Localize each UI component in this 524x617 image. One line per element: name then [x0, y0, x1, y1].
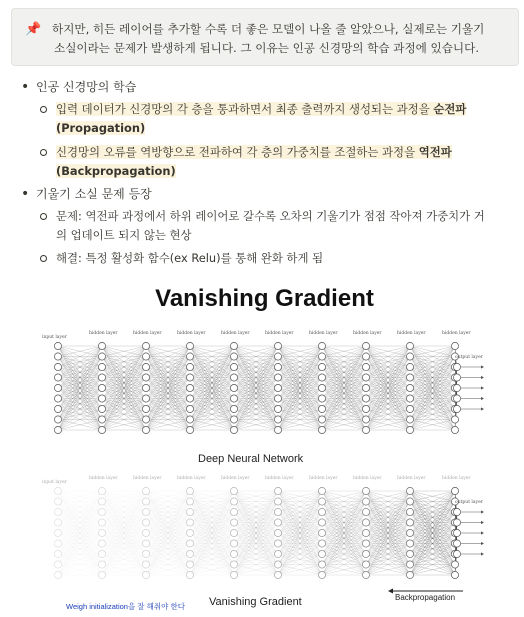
hidden-layer-label: hidden layer [177, 331, 206, 336]
neuron-node [362, 363, 369, 370]
output-layer-label: output layer [455, 500, 483, 505]
hidden-layer-label: hidden layer [177, 476, 206, 481]
neuron-node [406, 550, 413, 557]
neuron-node [230, 487, 237, 494]
output-arrow-head [481, 376, 484, 379]
neuron-node [142, 426, 149, 433]
neuron-node [274, 353, 281, 360]
neuron-node [186, 529, 193, 536]
network-diagram [38, 283, 491, 617]
neuron-node [362, 561, 369, 568]
neuron-node [98, 374, 105, 381]
neuron-node [54, 405, 61, 412]
neuron-node [274, 384, 281, 391]
neuron-node [362, 571, 369, 578]
neuron-node [98, 487, 105, 494]
neuron-node [186, 498, 193, 505]
output-neuron-node [453, 508, 460, 515]
neuron-node [451, 571, 458, 578]
neuron-node [230, 342, 237, 349]
neuron-node [362, 508, 369, 515]
output-neuron-node [453, 550, 460, 557]
neuron-node [318, 405, 325, 412]
neuron-node [274, 540, 281, 547]
neuron-node [318, 363, 325, 370]
sub-item-backpropagation [56, 143, 496, 181]
neuron-node [230, 384, 237, 391]
neuron-node [98, 426, 105, 433]
neuron-node [406, 353, 413, 360]
output-arrow-head [481, 552, 484, 555]
neuron-node [318, 498, 325, 505]
neuron-node [98, 561, 105, 568]
neuron-node [98, 342, 105, 349]
neuron-node [98, 384, 105, 391]
pushpin-icon: 📌 [25, 22, 42, 37]
neuron-node [186, 353, 193, 360]
callout-block [11, 8, 519, 66]
neuron-node [54, 529, 61, 536]
neuron-node [142, 342, 149, 349]
output-arrow-head [481, 531, 484, 534]
neuron-node [406, 571, 413, 578]
neuron-node [406, 363, 413, 370]
neuron-node [274, 405, 281, 412]
neuron-node [186, 405, 193, 412]
sub-item-problem [56, 207, 511, 245]
neuron-node [451, 426, 458, 433]
neuron-node [186, 487, 193, 494]
neuron-node [186, 519, 193, 526]
neuron-node [142, 540, 149, 547]
neuron-node [406, 405, 413, 412]
neuron-node [406, 374, 413, 381]
neuron-node [186, 540, 193, 547]
neuron-node [98, 498, 105, 505]
neuron-node [230, 353, 237, 360]
hidden-layer-label: hidden layer [442, 476, 471, 481]
neuron-node [451, 416, 458, 423]
neuron-node [318, 519, 325, 526]
neuron-node [318, 353, 325, 360]
callout-line-1: 하지만, 히든 레이어를 추가할 수록 더 좋은 모델이 나올 줄 알았으나, 실제로는 기울기 [52, 22, 485, 36]
neuron-node [142, 395, 149, 402]
neuron-node [230, 405, 237, 412]
output-arrow-head [481, 407, 484, 410]
neuron-node [451, 342, 458, 349]
neuron-node [362, 540, 369, 547]
neuron-node [54, 487, 61, 494]
neuron-node [142, 561, 149, 568]
vanishing-gradient-figure [38, 283, 491, 617]
neuron-node [362, 374, 369, 381]
neuron-node [451, 487, 458, 494]
neuron-node [54, 508, 61, 515]
hidden-layer-label: hidden layer [309, 476, 338, 481]
bold-term-propagation: 순전파 [433, 102, 467, 116]
neuron-node [318, 550, 325, 557]
neuron-node [318, 487, 325, 494]
neuron-node [54, 426, 61, 433]
neuron-node [142, 384, 149, 391]
neuron-node [98, 416, 105, 423]
neuron-node [318, 571, 325, 578]
hidden-layer-label: hidden layer [442, 331, 471, 336]
vanishing-network [42, 475, 484, 579]
hidden-layer-label: hidden layer [265, 476, 294, 481]
weight-initialization-note: Weigh initialization을 잘 해줘야 한다 [66, 602, 185, 611]
caption-deep-neural-network: Deep Neural Network [198, 453, 304, 465]
neuron-node [274, 561, 281, 568]
neuron-node [274, 571, 281, 578]
output-arrow-head [481, 397, 484, 400]
callout-line-2: 소실이라는 문제가 발생하게 됩니다. 그 이유는 인공 신경망의 학습 과정에 있습니다. [54, 41, 480, 55]
neuron-node [98, 550, 105, 557]
neuron-node [98, 571, 105, 578]
output-neuron-node [453, 519, 460, 526]
neuron-node [451, 561, 458, 568]
neuron-node [362, 416, 369, 423]
neuron-node [274, 487, 281, 494]
neuron-node [54, 550, 61, 557]
neuron-node [318, 374, 325, 381]
output-neuron-node [453, 405, 460, 412]
neuron-node [186, 342, 193, 349]
neuron-node [54, 353, 61, 360]
hidden-layer-label: hidden layer [221, 331, 250, 336]
neuron-node [142, 363, 149, 370]
neuron-node [186, 508, 193, 515]
neuron-node [318, 426, 325, 433]
backpropagation-label: Backpropagation [395, 593, 456, 602]
neuron-node [406, 508, 413, 515]
output-arrow-head [481, 365, 484, 368]
neuron-node [54, 540, 61, 547]
sub-item-line-1: 해결: 특정 활성화 함수(ex Relu)를 통해 완화 하게 됨 [56, 251, 324, 265]
neuron-node [54, 519, 61, 526]
neuron-node [230, 374, 237, 381]
neuron-node [362, 498, 369, 505]
neuron-node [54, 571, 61, 578]
list-item-learning [36, 78, 136, 96]
list-item-vanishing [36, 185, 152, 203]
neuron-node [406, 384, 413, 391]
neuron-node [406, 519, 413, 526]
deep-network [42, 330, 484, 434]
neuron-node [406, 426, 413, 433]
neuron-node [274, 508, 281, 515]
neuron-node [230, 550, 237, 557]
neuron-node [406, 529, 413, 536]
hidden-layer-label: hidden layer [353, 331, 382, 336]
neuron-node [362, 529, 369, 536]
neuron-node [274, 416, 281, 423]
neuron-node [230, 529, 237, 536]
output-neuron-node [453, 395, 460, 402]
output-arrow-head [481, 521, 484, 524]
neuron-node [362, 353, 369, 360]
hidden-layer-label: hidden layer [397, 476, 426, 481]
sub-item-propagation [56, 100, 496, 138]
output-neuron-node [453, 374, 460, 381]
neuron-node [54, 342, 61, 349]
output-layer-label: output layer [455, 355, 483, 360]
neuron-node [142, 416, 149, 423]
neuron-node [362, 384, 369, 391]
neuron-node [318, 384, 325, 391]
neuron-node [98, 405, 105, 412]
neuron-node [318, 508, 325, 515]
sub-item-line-2: 의 업데이트 되지 않는 현상 [56, 228, 192, 242]
neuron-node [142, 571, 149, 578]
bold-term-backprop: 역전파 [418, 145, 452, 159]
neuron-node [406, 561, 413, 568]
neuron-node [186, 416, 193, 423]
neuron-node [54, 363, 61, 370]
neuron-node [362, 395, 369, 402]
neuron-node [406, 416, 413, 423]
neuron-node [274, 395, 281, 402]
sub-item-text: 신경망의 오류를 역방향으로 전파하여 각 층의 가중치를 조절하는 과정을 [56, 145, 419, 159]
output-neuron-node [453, 384, 460, 391]
neuron-node [362, 426, 369, 433]
neuron-node [318, 416, 325, 423]
neuron-node [98, 519, 105, 526]
neuron-node [142, 374, 149, 381]
hidden-layer-label: hidden layer [89, 331, 118, 336]
sub-item-text: 입력 데이터가 신경망의 각 층을 통과하면서 최종 출력까지 생성되는 과정을 [56, 102, 434, 116]
neuron-node [142, 405, 149, 412]
output-neuron-node [453, 529, 460, 536]
sub-item-line-1: 문제: 역전파 과정에서 하위 레이어로 갈수록 오차의 기울기가 점점 작아져 가중치가 거 [56, 209, 485, 223]
output-neuron-node [453, 540, 460, 547]
neuron-node [406, 540, 413, 547]
neuron-node [54, 498, 61, 505]
hidden-layer-label: hidden layer [353, 476, 382, 481]
neuron-node [142, 487, 149, 494]
neuron-node [362, 405, 369, 412]
caption-vanishing-gradient: Vanishing Gradient [209, 596, 302, 608]
neuron-node [274, 519, 281, 526]
neuron-node [230, 395, 237, 402]
neuron-node [54, 384, 61, 391]
hidden-layer-label: hidden layer [89, 476, 118, 481]
backprop-arrow-head [388, 589, 393, 594]
neuron-node [406, 342, 413, 349]
neuron-node [54, 416, 61, 423]
neuron-node [274, 363, 281, 370]
neuron-node [186, 384, 193, 391]
neuron-node [230, 363, 237, 370]
neuron-node [274, 342, 281, 349]
neuron-node [230, 508, 237, 515]
neuron-node [274, 550, 281, 557]
neuron-node [230, 498, 237, 505]
neuron-node [186, 571, 193, 578]
neuron-node [362, 519, 369, 526]
neuron-node [186, 561, 193, 568]
neuron-node [406, 487, 413, 494]
neuron-node [362, 550, 369, 557]
neuron-node [186, 395, 193, 402]
neuron-node [230, 519, 237, 526]
neuron-node [142, 498, 149, 505]
neuron-node [142, 550, 149, 557]
neuron-node [274, 426, 281, 433]
neuron-node [230, 561, 237, 568]
neuron-node [406, 395, 413, 402]
sub-item-term-en: (Propagation) [56, 121, 146, 135]
neuron-node [98, 508, 105, 515]
neuron-node [274, 374, 281, 381]
hidden-layer-label: hidden layer [133, 476, 162, 481]
neuron-node [318, 540, 325, 547]
neuron-node [98, 395, 105, 402]
neuron-node [230, 571, 237, 578]
hidden-layer-label: hidden layer [397, 331, 426, 336]
output-neuron-node [453, 363, 460, 370]
neuron-node [54, 561, 61, 568]
callout-text [52, 20, 507, 58]
neuron-node [142, 529, 149, 536]
neuron-node [318, 395, 325, 402]
neuron-node [98, 353, 105, 360]
neuron-node [318, 342, 325, 349]
neuron-node [186, 426, 193, 433]
output-arrow-head [481, 386, 484, 389]
neuron-node [230, 416, 237, 423]
hidden-layer-label: hidden layer [265, 331, 294, 336]
neuron-node [54, 374, 61, 381]
input-layer-label: input layer [42, 480, 67, 485]
neuron-node [362, 342, 369, 349]
hidden-layer-label: hidden layer [309, 331, 338, 336]
sub-item-solution [56, 249, 496, 268]
neuron-node [142, 353, 149, 360]
neuron-node [98, 529, 105, 536]
neuron-node [362, 487, 369, 494]
neuron-node [98, 540, 105, 547]
neuron-node [142, 519, 149, 526]
neuron-node [318, 561, 325, 568]
output-arrow-head [481, 510, 484, 513]
neuron-node [274, 529, 281, 536]
list-item-label: 기울기 소실 문제 등장 [36, 187, 152, 201]
output-arrow-head [481, 542, 484, 545]
neuron-node [230, 426, 237, 433]
neuron-node [406, 498, 413, 505]
neuron-node [54, 395, 61, 402]
neuron-node [186, 550, 193, 557]
hidden-layer-label: hidden layer [221, 476, 250, 481]
figure-title: Vanishing Gradient [155, 285, 374, 312]
neuron-node [274, 498, 281, 505]
neuron-node [318, 529, 325, 536]
neuron-node [186, 363, 193, 370]
sub-item-term-en: (Backpropagation) [56, 164, 176, 178]
hidden-layer-label: hidden layer [133, 331, 162, 336]
neuron-node [230, 540, 237, 547]
neuron-node [98, 363, 105, 370]
neuron-node [142, 508, 149, 515]
neuron-node [186, 374, 193, 381]
list-item-label: 인공 신경망의 학습 [36, 80, 137, 94]
input-layer-label: input layer [42, 335, 67, 340]
